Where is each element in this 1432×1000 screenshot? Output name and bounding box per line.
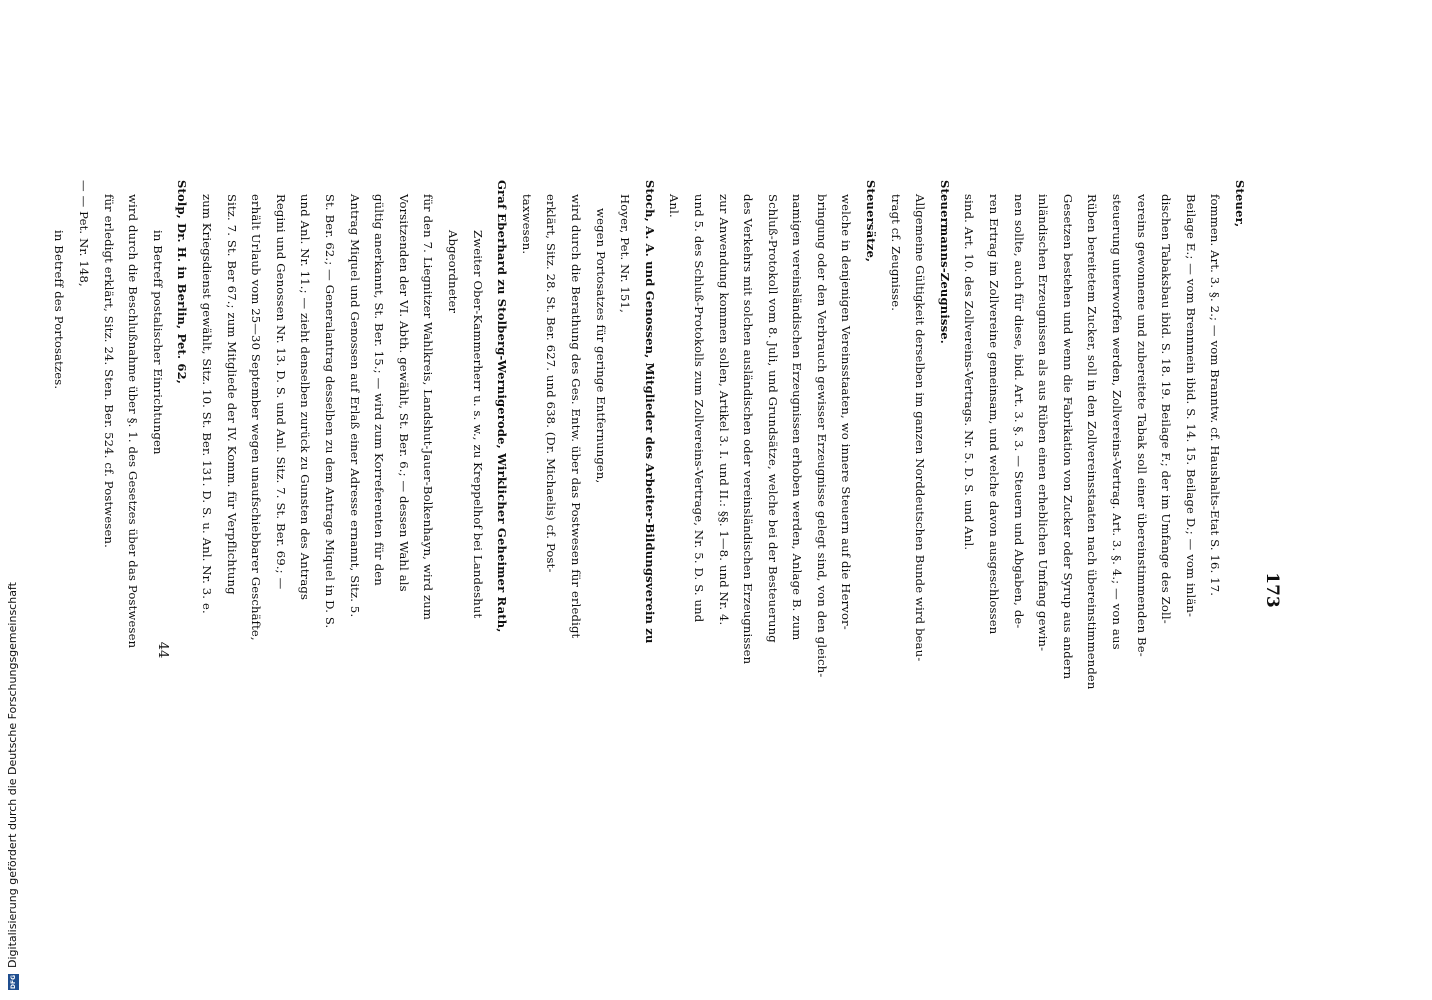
- text-line: inländischen Erzeugnissen als aus Rüben einen erheblichen Umfang gewin-: [1036, 194, 1051, 652]
- entry-heading: Stoch, A. A. und Genossen, Mitglieder des Arbeiter-Bildungsverein zu: [642, 180, 657, 644]
- text-line: sind. Art. 10. des Zollvereins-Vertrags. Nr. 5. D. S. und Anl.: [962, 194, 977, 551]
- text-line: Gesetzen bestehen und wenn die Fabrikation von Zucker oder Syrup aus andern: [1060, 194, 1075, 680]
- text-line: fommen. Art. 3. §. 2.; — vom Branntw. cf. Haushalts-Etat S. 16. 17.: [1208, 194, 1223, 597]
- text-line: ren Ertrag im Zollvereine gemeinsam, und welche davon ausgeschlossen: [987, 194, 1002, 635]
- text-line: zur Anwendung kommen sollen, Artikel 3. I. und II.: §§. 1—8. und Nr. 4.: [716, 194, 731, 626]
- text-line: namigen vereinsländischen Erzeugnissen erhoben werden, Anlage B. zum: [790, 194, 805, 641]
- text-line: Vorsitzenden der VI. Abth. gewählt, St. Ber. 6.; — dessen Wahl als: [396, 194, 411, 592]
- text-line: bringung oder den Verbrauch gewisser Erzeugnisse gelegt sind, von den gleich-: [814, 194, 829, 678]
- text-line: dischen Tabaksbau ibid. S. 18. 19. Beilage F.; der im Umfange des Zoll-: [1159, 194, 1174, 624]
- text-line: Regini und Genossen Nr. 13. D. S. und Anl. Sitz. 7. St. Ber. 69.; —: [273, 194, 288, 590]
- text-line: für erledigt erklärt, Sitz. 24. Sten. Ber. 524. cf. Postwesen.: [101, 194, 116, 548]
- text-line: nen sollte, auch für diese, ibid. Art. 3. §. 3. — Steuern und Abgaben, de-: [1011, 194, 1026, 629]
- dfg-logo-icon: DFG: [9, 975, 17, 990]
- text-line: und 5. des Schluß-Protokolls zum Zollvereins-Vertrage, Nr. 5. D. S. und: [691, 194, 706, 623]
- text-line: gültig anerkannt, St. Ber. 15.; — wird zum Korreferenten für den: [372, 194, 387, 586]
- text-line: welche in denjenigen Vereinsstaaten, wo innere Steuern auf die Hervor-: [839, 194, 854, 630]
- entry-heading: Steuermanns-Zeugnisse.: [937, 180, 952, 344]
- text-line: zum Kriegsdienst gewählt, Sitz. 10. St. Ber. 131. D. S. u. Anl. Nr. 3. e.: [200, 194, 215, 614]
- text-line: vereins gewonnene und zubereitete Tabak soll einer übereinstimmenden Be-: [1134, 194, 1149, 657]
- text-line: Antrag Miquel und Genossen auf Erlaß einer Adresse ernannt, Sitz. 5.: [347, 194, 362, 618]
- entry-heading: Steuer,: [1233, 180, 1247, 228]
- text-line: — — Pet. Nr. 148,: [77, 180, 92, 287]
- digitization-note-text: Digitalisierung gefördert durch die Deutsche Forschungsgemeinschaft: [6, 582, 19, 968]
- rotated-page-content: [52, 180, 1282, 1000]
- page-number: 173: [1262, 572, 1282, 608]
- index-body-text: [47, 180, 1252, 1000]
- text-line: Sitz. 7. St. Ber 67.; zum Mitgliede der IV. Komm. für Verpflichtung: [224, 194, 239, 595]
- text-line: wird durch die Beschlußnahme über §. 1. des Gesetzes über das Postwesen: [126, 194, 141, 649]
- text-line: Allgemeine Gültigkeit derselben im ganzen Norddeutschen Bunde wird beau-: [913, 194, 928, 662]
- entry-heading: Graf Eberhard zu Stolberg-Wernigerode, Wirklicher Geheimer Rath,: [495, 180, 510, 633]
- text-line: erhält Urlaub vom 25—30 September wegen unaufschiebbarer Geschäfte,: [249, 194, 264, 641]
- text-line: in Betreff des Portosatzes.: [52, 230, 67, 390]
- text-line: St. Ber. 62.; — Generalantrag desselben zu dem Antrage Miquel in D. S.: [323, 194, 338, 629]
- text-line: tragt cf. Zeugnisse.: [888, 194, 903, 312]
- digitization-note: [2, 0, 24, 1000]
- entry-heading: Stolp, Dr. H. in Berlin, Pet. 62,: [175, 180, 190, 385]
- text-line: Hoyer, Pet. Nr. 151,: [618, 194, 633, 313]
- text-line: wird durch die Berathung des Ges. Entw. über das Postwesen für erledigt: [568, 194, 583, 639]
- text-line: Beilage E.; — vom Brennmein ibid. S. 14. 15. Beilage D.; — vom inlän-: [1183, 194, 1198, 618]
- text-line: des Verkehrs mit solchen ausländischen oder vereinsländischen Erzeugnissen: [741, 194, 756, 665]
- text-line: Zweiter Ober-Kammerherr u. s. w., zu Kreppelhof bei Landeshut: [470, 230, 485, 619]
- text-line: erklärt, Sitz. 28. St. Ber. 627. und 638. (Dr. Michaelis) cf. Post-: [544, 194, 559, 573]
- text-line: wegen Portosatzes für geringe Entfernungen,: [593, 208, 608, 484]
- text-line: für den 7. Liegnitzer Wahlkreis, Landshut-Jauer-Bolkenhayn, wird zum: [421, 194, 436, 621]
- text-line: Schluß-Protokoll vom 8. Juli, und Grundsätze, welche bei der Besteuerung: [765, 194, 780, 643]
- text-line: in Betreff postalischer Einrichtungen: [150, 230, 165, 455]
- text-line: Abgeordneter: [446, 230, 460, 314]
- text-line: Rüben bereitetem Zucker, soll in den Zollvereinsstaaten nach übereinstimmenden: [1085, 194, 1100, 690]
- text-line: Anl.: [667, 194, 682, 218]
- text-line: steuerung unterworfen werden, Zollvereins-Vertrag. Art. 3. §. 4.; — von aus: [1110, 194, 1125, 650]
- signature-mark: 44: [155, 641, 170, 659]
- entry-heading: Steuersätze,: [864, 180, 879, 263]
- text-line: und Anl. Nr. 11.; — zieht denselben zurück zu Gunsten des Antrags: [298, 194, 313, 601]
- text-line: taxwesen.: [519, 194, 534, 255]
